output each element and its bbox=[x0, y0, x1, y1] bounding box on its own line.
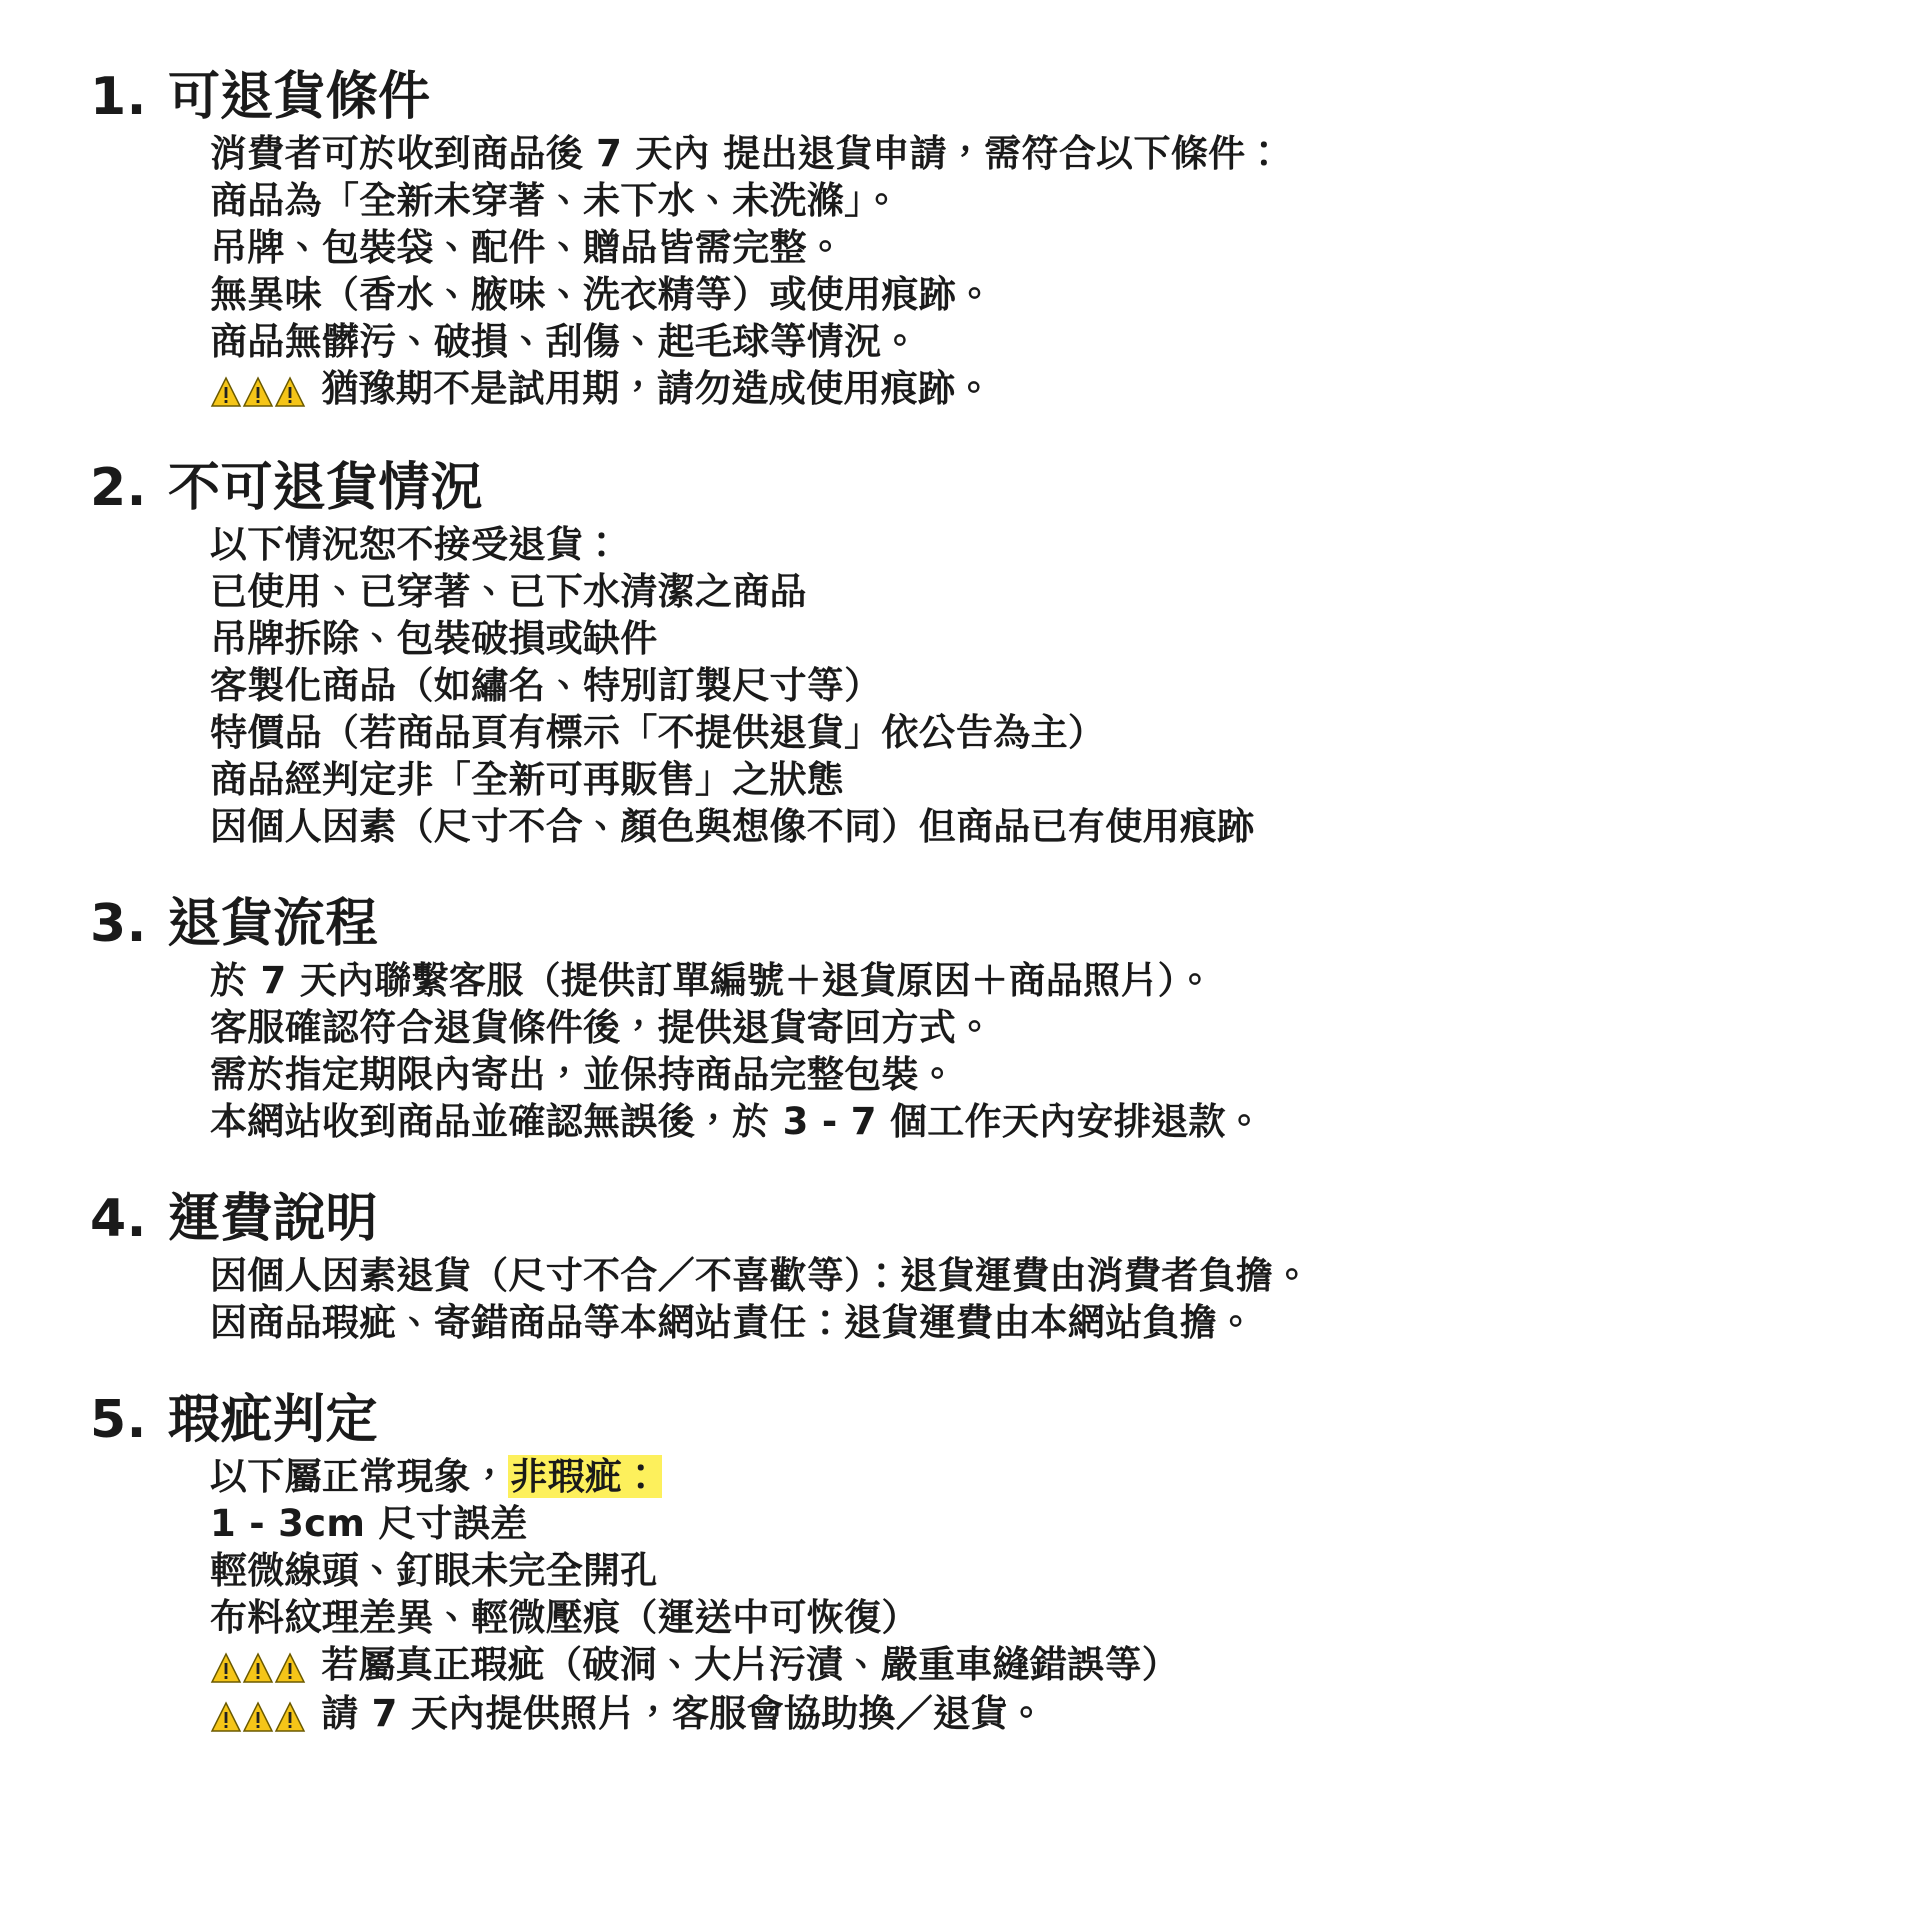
policy-line: 1 - 3cm 尺寸誤差 bbox=[210, 1502, 528, 1546]
section-heading bbox=[90, 1189, 1860, 1250]
section-number: 3. bbox=[90, 894, 147, 955]
policy-line: 輕微線頭、釘眼未完全開孔 bbox=[210, 1549, 658, 1593]
policy-section-2 bbox=[90, 458, 1860, 851]
warning-triangle-icon bbox=[210, 1644, 306, 1691]
section-heading bbox=[90, 67, 1860, 127]
policy-section-3 bbox=[90, 894, 1860, 1146]
section-title: 可退貨條件 bbox=[168, 67, 431, 127]
policy-line: 吊牌拆除、包裝破損或缺件 bbox=[210, 617, 658, 661]
policy-line-warning bbox=[210, 1642, 1860, 1691]
section-number: 2. bbox=[90, 458, 147, 519]
policy-line: 因個人因素（尺寸不合、顏色與想像不同）但商品已有使用痕跡 bbox=[210, 805, 1255, 849]
policy-line: 商品經判定非「全新可再販售」之狀態 bbox=[210, 758, 845, 802]
section-body bbox=[90, 958, 1860, 1146]
section-heading bbox=[90, 894, 1860, 955]
policy-line: 客製化商品（如繡名、特別訂製尺寸等） bbox=[210, 664, 882, 708]
section-title: 瑕疵判定 bbox=[168, 1390, 379, 1451]
policy-line-text: 若屬真正瑕疵（破洞、大片污漬、嚴重車縫錯誤等） bbox=[321, 1643, 1180, 1687]
policy-line: 以下情況恕不接受退貨： bbox=[210, 523, 621, 567]
section-heading bbox=[90, 458, 1860, 519]
section-title: 運費說明 bbox=[168, 1189, 379, 1250]
policy-line: 已使用、已穿著、已下水清潔之商品 bbox=[210, 570, 807, 614]
policy-section-1 bbox=[90, 67, 1860, 415]
policy-line-warning bbox=[210, 366, 1860, 415]
section-number: 4. bbox=[90, 1189, 147, 1250]
policy-line: 商品無髒污、破損、刮傷、起毛球等情況。 bbox=[210, 320, 919, 364]
policy-line: 商品為「全新未穿著、未下水、未洗滌」。 bbox=[210, 179, 901, 223]
policy-line: 特價品（若商品頁有標示「不提供退貨」依公告為主） bbox=[210, 711, 1106, 755]
warning-triangle-icon bbox=[210, 368, 306, 415]
policy-line-text: 請 7 天內提供照片，客服會協助換／退貨。 bbox=[321, 1692, 1045, 1736]
policy-section-5 bbox=[90, 1390, 1860, 1740]
policy-line-text: 以下屬正常現象， bbox=[210, 1455, 509, 1499]
section-body bbox=[90, 522, 1860, 851]
policy-line: 無異味（香水、腋味、洗衣精等）或使用痕跡。 bbox=[210, 273, 994, 317]
section-body bbox=[90, 131, 1860, 415]
section-title: 不可退貨情況 bbox=[168, 458, 484, 519]
policy-line: 因商品瑕疵、寄錯商品等本網站責任：退貨運費由本網站負擔。 bbox=[210, 1301, 1255, 1345]
policy-line: 客服確認符合退貨條件後，提供退貨寄回方式。 bbox=[210, 1006, 994, 1050]
policy-line: 消費者可於收到商品後 7 天內 提出退貨申請，需符合以下條件： bbox=[210, 132, 1283, 176]
policy-line: 因個人因素退貨（尺寸不合／不喜歡等）：退貨運費由消費者負擔。 bbox=[210, 1254, 1311, 1298]
policy-line-text: 猶豫期不是試用期，請勿造成使用痕跡。 bbox=[321, 367, 993, 411]
policy-line-highlighted bbox=[210, 1454, 1860, 1501]
policy-line: 於 7 天內聯繫客服（提供訂單編號＋退貨原因＋商品照片）。 bbox=[210, 959, 1214, 1003]
policy-section-4 bbox=[90, 1189, 1860, 1347]
section-number: 1. bbox=[90, 67, 147, 127]
policy-line: 需於指定期限內寄出，並保持商品完整包裝。 bbox=[210, 1053, 956, 1097]
policy-line: 吊牌、包裝袋、配件、贈品皆需完整。 bbox=[210, 226, 845, 270]
policy-line-warning bbox=[210, 1691, 1860, 1740]
section-body bbox=[90, 1253, 1860, 1347]
section-heading bbox=[90, 1390, 1860, 1451]
section-number: 5. bbox=[90, 1390, 147, 1451]
policy-line: 布料紋理差異、輕微壓痕（運送中可恢復） bbox=[210, 1596, 919, 1640]
section-body bbox=[90, 1454, 1860, 1740]
policy-line: 本網站收到商品並確認無誤後，於 3 - 7 個工作天內安排退款。 bbox=[210, 1100, 1263, 1144]
highlighted-term: 非瑕疵： bbox=[510, 1455, 660, 1499]
warning-triangle-icon bbox=[210, 1693, 306, 1740]
section-title: 退貨流程 bbox=[168, 894, 379, 955]
